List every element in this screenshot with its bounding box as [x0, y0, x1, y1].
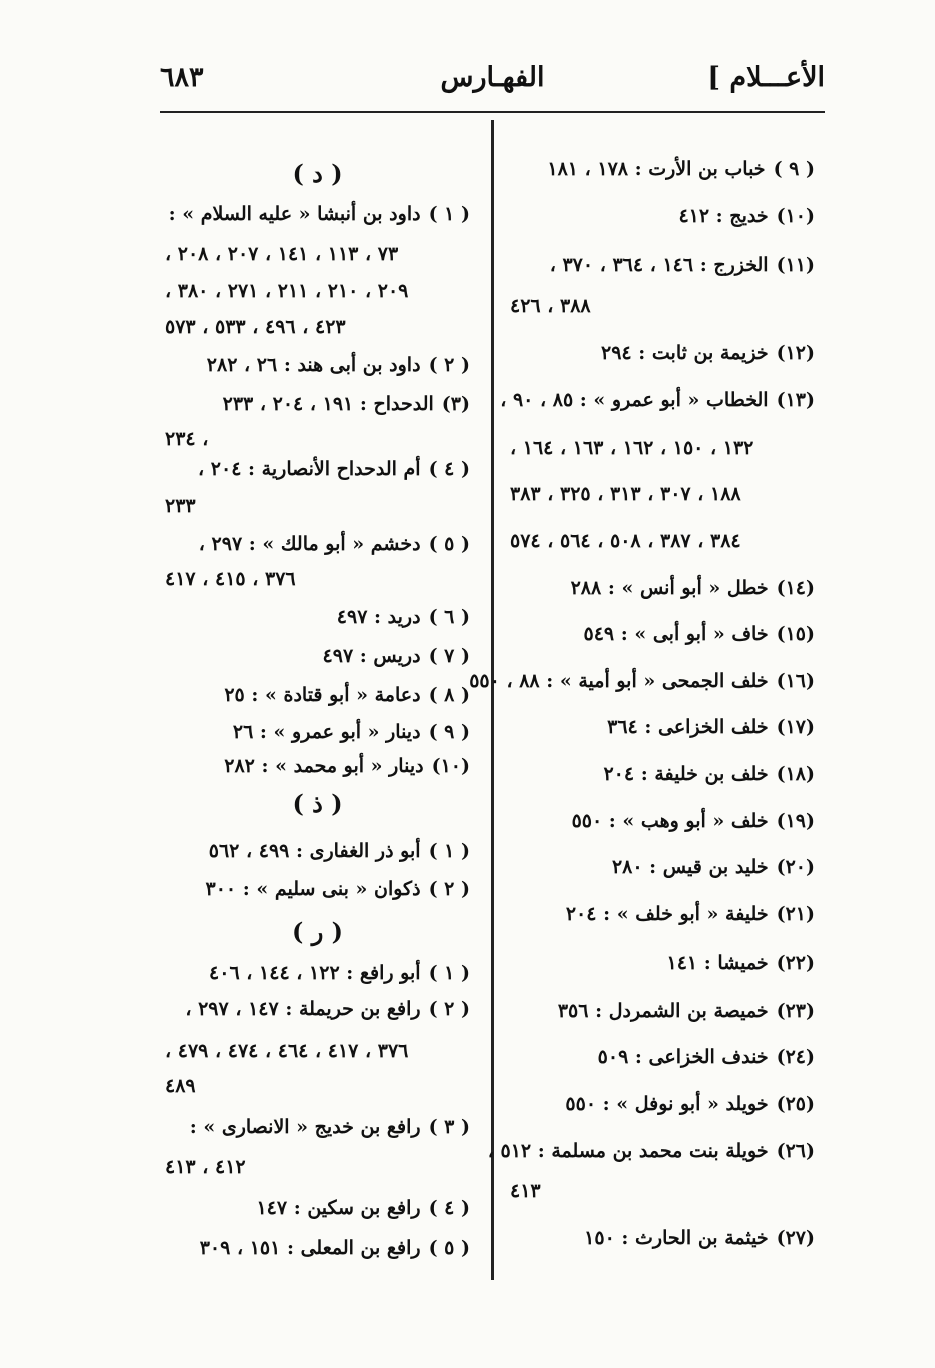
entry-text: خزيمة بن ثابت : ٢٩٤	[601, 342, 769, 364]
entry-text: خويلة بنت محمد بن مسلمة : ٥١٢ ،	[487, 1140, 769, 1162]
right-index-entry	[510, 763, 815, 786]
entry-text: دينار « أبو محمد » : ٢٨٢	[224, 755, 424, 777]
entry-text: دخشم « أبو مالك » : ٢٩٧ ،	[198, 533, 421, 555]
index-title: الفهـارس	[440, 62, 545, 93]
left-index-entry	[165, 878, 470, 901]
entry-number: (٢٠)	[776, 856, 815, 878]
left-index-entry	[165, 840, 470, 863]
entry-number: (١٨)	[776, 763, 815, 785]
continuation-text: ١٨٨ ، ٣٠٧ ، ٣١٣ ، ٣٢٥ ، ٣٨٣	[510, 483, 741, 505]
entry-text: خيثمة بن الحارث : ١٥٠	[584, 1227, 769, 1249]
entry-number: ( ٤ )	[428, 458, 470, 480]
right-index-entry	[510, 205, 815, 228]
continuation-text: ٣٨٤ ، ٣٨٧ ، ٥٠٨ ، ٥٦٤ ، ٥٧٤	[510, 530, 741, 552]
section-title: الأعـــلام ]	[707, 62, 825, 93]
left-entry-continuation	[165, 316, 470, 339]
right-index-entry	[510, 158, 815, 181]
right-index-entry	[510, 623, 815, 646]
right-index-entry	[510, 856, 815, 879]
entry-number: (١٧)	[776, 716, 815, 738]
entry-text: رافع بن المعلى : ١٥١ ، ٣٠٩	[199, 1237, 421, 1259]
entry-text: خطل « أبو أنس » : ٢٨٨	[570, 577, 769, 599]
entry-number: ( ٢ )	[428, 998, 470, 1020]
entry-number: (٢١)	[776, 903, 815, 925]
entry-text: ذكوان « بنى سليم » : ٣٠٠	[205, 878, 421, 900]
entry-number: (٣)	[441, 393, 470, 415]
right-index-entry	[510, 577, 815, 600]
continuation-text: ٣٨٨ ، ٤٢٦	[510, 295, 591, 317]
entry-text: داود بن أنبشا « عليه السلام » :	[168, 203, 421, 225]
page-number: ٦٨٣	[160, 62, 204, 93]
left-section-letter: ( ذ )	[292, 789, 343, 818]
entry-number: (١٠)	[431, 755, 470, 777]
entry-number: ( ٩ )	[773, 158, 815, 180]
entry-number: ( ١ )	[428, 962, 470, 984]
left-index-entry	[165, 684, 470, 707]
right-entry-continuation	[510, 483, 815, 506]
entry-number: ( ١ )	[428, 203, 470, 225]
left-section-letter: ( ر )	[291, 917, 343, 946]
entry-number: ( ٢ )	[428, 878, 470, 900]
entry-text: خميشا : ١٤١	[666, 952, 769, 974]
entry-number: ( ٢ )	[428, 354, 470, 376]
continuation-text: ٤١٢ ، ٤١٣	[165, 1156, 246, 1178]
left-index-entry	[165, 606, 470, 629]
entry-text: خباب بن الأرت : ١٧٨ ، ١٨١	[547, 158, 766, 180]
right-index-entry	[510, 254, 815, 277]
left-entry-continuation	[165, 243, 470, 266]
right-index-entry	[510, 810, 815, 833]
right-index-entry	[510, 342, 815, 365]
left-entry-continuation	[165, 495, 470, 518]
entry-text: دريس : ٤٩٧	[322, 645, 421, 667]
entry-number: (٢٣)	[776, 1000, 815, 1022]
left-index-entry	[165, 998, 470, 1021]
entry-number: (٢٢)	[776, 952, 815, 974]
entry-number: (١٠)	[776, 205, 815, 227]
entry-text: الخطاب « أبو عمرو » : ٨٥ ، ٩٠ ،	[500, 389, 769, 411]
left-index-entry	[165, 645, 470, 668]
left-index-entry	[165, 962, 470, 985]
entry-number: ( ٩ )	[428, 721, 470, 743]
entry-number: (٢٦)	[776, 1140, 815, 1162]
entry-number: ( ٥ )	[428, 1237, 470, 1259]
right-index-entry	[510, 716, 815, 739]
continuation-text: ٣٧٦ ، ٤١٧ ، ٤٦٤ ، ٤٧٤ ، ٤٧٩ ،	[165, 1040, 409, 1062]
page-header	[160, 62, 825, 102]
header-rule	[160, 111, 825, 113]
entry-text: خليفة « أبو خلف » : ٢٠٤	[565, 903, 769, 925]
left-index-entry	[165, 458, 470, 481]
entry-text: دينار « أبو عمرو » : ٢٦	[232, 721, 421, 743]
entry-text: دعامة « أبو قتادة » : ٢٥	[224, 684, 421, 706]
entry-text: رافع بن خديج « الانصارى » :	[189, 1116, 421, 1138]
entry-number: ( ٣ )	[428, 1116, 470, 1138]
entry-text: خلف بن خليفة : ٢٠٤	[603, 763, 769, 785]
entry-number: (١٢)	[776, 342, 815, 364]
entry-text: أم الدحداح الأنصارية : ٢٠٤ ،	[198, 458, 421, 480]
entry-number: ( ٦ )	[428, 606, 470, 628]
left-entry-continuation	[165, 280, 470, 303]
entry-number: ( ٨ )	[428, 684, 470, 706]
right-index-entry	[469, 670, 815, 693]
entry-text: رافع بن سكين : ١٤٧	[256, 1197, 421, 1219]
entry-text: خليد بن قيس : ٢٨٠	[611, 856, 769, 878]
entry-number: ( ٥ )	[428, 533, 470, 555]
right-index-entry	[510, 903, 815, 926]
left-index-entry	[165, 755, 470, 778]
left-entry-continuation	[165, 428, 470, 451]
entry-number: (١٥)	[776, 623, 815, 645]
continuation-text: ٢٣٣	[165, 495, 196, 517]
entry-text: دريد : ٤٩٧	[336, 606, 421, 628]
entry-number: ( ٧ )	[428, 645, 470, 667]
continuation-text: ١٣٢ ، ١٥٠ ، ١٦٢ ، ١٦٣ ، ١٦٤ ،	[510, 437, 754, 459]
continuation-text: ٧٣ ، ١١٣ ، ١٤١ ، ٢٠٧ ، ٢٠٨ ،	[165, 243, 399, 265]
continuation-text: ٣٧٦ ، ٤١٥ ، ٤١٧	[165, 568, 296, 590]
continuation-text: ٤٨٩	[165, 1075, 196, 1097]
continuation-text: ، ٢٣٤	[165, 428, 209, 450]
entry-number: (٢٤)	[776, 1046, 815, 1068]
entry-text: خلف الخزاعى : ٣٦٤	[607, 716, 769, 738]
left-index-entry	[165, 203, 470, 226]
column-divider	[491, 120, 494, 1280]
left-entry-continuation	[165, 1075, 470, 1098]
left-index-entry	[165, 1197, 470, 1220]
left-index-entry	[165, 393, 470, 416]
right-entry-continuation	[510, 1180, 815, 1203]
left-index-entry	[165, 1237, 470, 1260]
entry-text: خميصة بن الشمردل : ٣٥٦	[557, 1000, 769, 1022]
entry-number: (١٩)	[776, 810, 815, 832]
entry-text: خندف الخزاعى : ٥٠٩	[597, 1046, 769, 1068]
entry-number: ( ١ )	[428, 840, 470, 862]
entry-number: (١٦)	[776, 670, 815, 692]
entry-text: خويلد « أبو نوفل » : ٥٥٠	[565, 1093, 769, 1115]
right-index-entry	[510, 1227, 815, 1250]
left-entry-continuation	[165, 1040, 470, 1063]
left-index-entry	[165, 354, 470, 377]
right-entry-continuation	[510, 530, 815, 553]
continuation-text: ٢٠٩ ، ٢١٠ ، ٢١١ ، ٢٧١ ، ٣٨٠ ،	[165, 280, 409, 302]
left-index-entry	[165, 533, 470, 556]
right-index-entry	[487, 1140, 815, 1163]
entry-number: (١١)	[776, 254, 815, 276]
entry-text: داود بن أبى هند : ٢٦ ، ٢٨٢	[206, 354, 421, 376]
right-index-entry	[510, 1000, 815, 1023]
right-index-entry	[510, 952, 815, 975]
entry-text: الدحداح : ١٩١ ، ٢٠٤ ، ٢٣٣	[222, 393, 434, 415]
entry-number: (١٤)	[776, 577, 815, 599]
entry-text: أبو ذر الغفارى : ٤٩٩ ، ٥٦٢	[208, 840, 421, 862]
continuation-text: ٤١٣	[510, 1180, 541, 1202]
left-entry-continuation	[165, 1156, 470, 1179]
left-index-entry	[165, 1116, 470, 1139]
left-entry-continuation	[165, 568, 470, 591]
entry-text: خديج : ٤١٢	[678, 205, 769, 227]
left-index-entry	[165, 721, 470, 744]
right-entry-continuation	[510, 437, 815, 460]
continuation-text: ٤٢٣ ، ٤٩٦ ، ٥٣٣ ، ٥٧٣	[165, 316, 346, 338]
entry-number: (٢٥)	[776, 1093, 815, 1115]
right-index-entry	[510, 1046, 815, 1069]
entry-text: خلف « أبو وهب » : ٥٥٠	[571, 810, 769, 832]
entry-text: أبو رافع : ١٢٢ ، ١٤٤ ، ٤٠٦	[209, 962, 421, 984]
right-entry-continuation	[510, 295, 815, 318]
entry-text: خلف الجمحى « أبو أمية » : ٨٨ ، ٥٥٠	[469, 670, 769, 692]
right-index-entry	[500, 389, 815, 412]
left-section-letter: ( د )	[292, 159, 343, 188]
entry-number: ( ٤ )	[428, 1197, 470, 1219]
entry-number: (٢٧)	[776, 1227, 815, 1249]
entry-text: الخزرج : ١٤٦ ، ٣٦٤ ، ٣٧٠ ،	[549, 254, 769, 276]
right-index-entry	[510, 1093, 815, 1116]
entry-text: رافع بن حريملة : ١٤٧ ، ٢٩٧ ،	[185, 998, 421, 1020]
entry-text: خاف « أبو أبى » : ٥٤٩	[583, 623, 769, 645]
entry-number: (١٣)	[776, 389, 815, 411]
